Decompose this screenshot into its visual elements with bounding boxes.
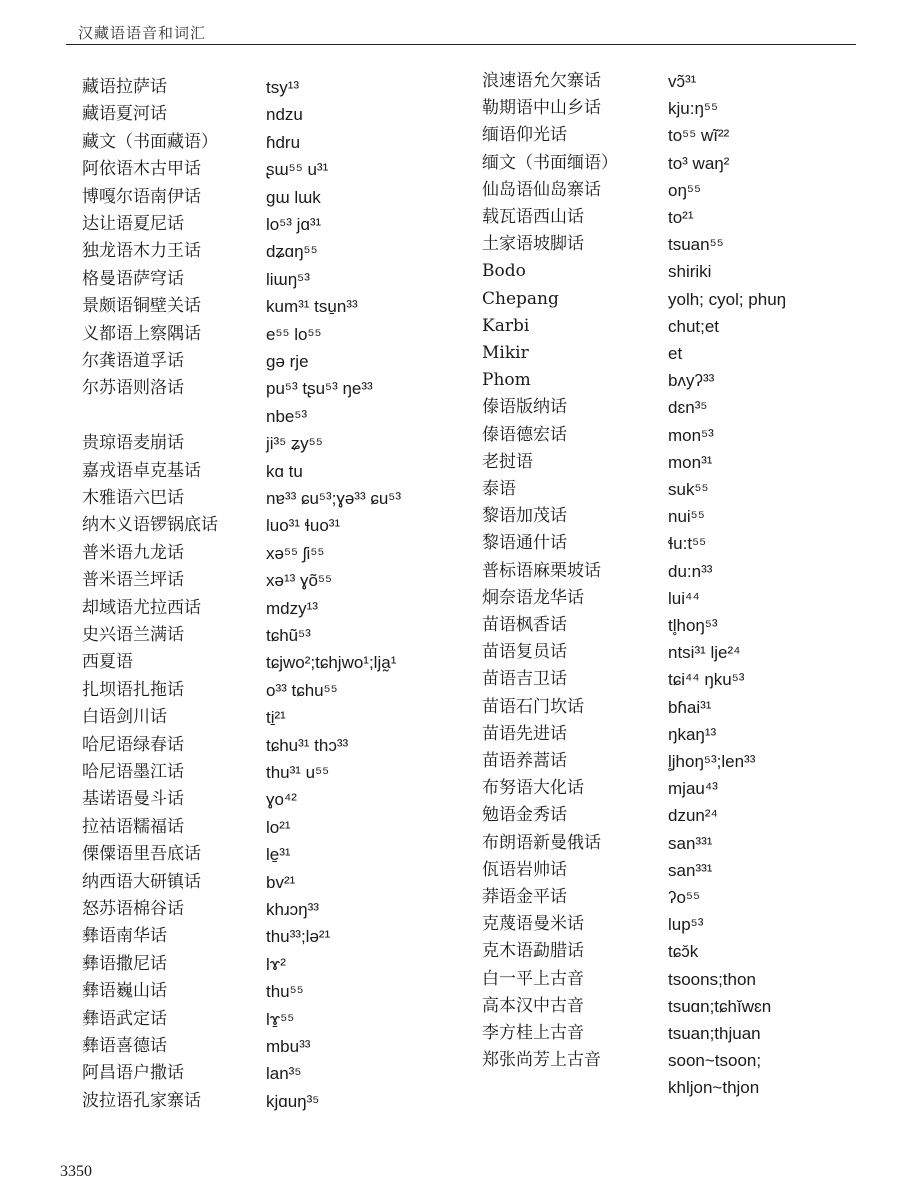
word-form: khljon~thjon: [668, 1078, 760, 1098]
language-name: 哈尼语墨江话: [82, 762, 184, 782]
word-form: tsy¹³: [266, 78, 300, 97]
language-name: 阿依语木古甲话: [82, 159, 201, 180]
language-name: 莽语金平话: [482, 887, 567, 907]
language-name: 独龙语木力王话: [82, 241, 201, 262]
word-form: ʔo⁵⁵: [668, 888, 701, 907]
word-form: e⁵⁵ lo⁵⁵: [266, 324, 322, 344]
word-form: bʌyʔ³³: [668, 371, 715, 391]
language-name: 傣语版纳话: [482, 397, 567, 418]
word-form: gɯ lɯk: [266, 187, 321, 207]
word-form: xə¹³ ɣõ⁵⁵: [266, 571, 333, 591]
language-name: 泰语: [482, 479, 516, 499]
word-form: chut;et: [668, 316, 720, 336]
word-form: khɹɔŋ³³: [266, 900, 319, 919]
word-form: lɤ²: [266, 954, 286, 974]
language-name: 纳西语大研镇话: [82, 871, 201, 892]
language-name: 藏文（书面藏语）: [82, 131, 218, 152]
word-form: yolh; cyol; phuŋ: [668, 289, 787, 309]
word-form: luo³¹ ɬuo³¹: [266, 516, 341, 536]
word-form: du:n³³: [668, 561, 713, 581]
language-name: 载瓦语西山话: [482, 207, 584, 227]
word-form: ji³⁵ ʑy⁵⁵: [266, 434, 323, 454]
language-name: 普米语兰坪话: [82, 570, 184, 591]
language-name: Bodo: [482, 261, 526, 282]
word-form: ndzu: [266, 105, 303, 125]
language-name: 浪速语允欠寨话: [482, 71, 601, 91]
language-name: Phom: [482, 370, 531, 391]
word-form: kum³¹ tsu̱n³³: [266, 297, 358, 317]
word-form: lo²¹: [266, 817, 291, 837]
word-form: ŋkaŋ¹³: [668, 724, 717, 744]
word-form: ɣo⁴²: [266, 790, 297, 810]
word-form: le̱³¹: [266, 845, 291, 865]
word-form: mon⁵³: [668, 425, 714, 445]
language-name: 土家语坡脚话: [482, 234, 584, 255]
word-form: tl̥hoŋ⁵³: [668, 616, 718, 635]
word-form: pu⁵³ tʂu⁵³ ŋe³³: [266, 379, 373, 399]
word-form: ti̱²¹: [266, 708, 286, 728]
language-name: 缅语仰光话: [482, 125, 567, 146]
word-form: gə rje: [266, 352, 309, 371]
word-form: tsuan;thjuan: [668, 1024, 761, 1043]
language-name: 贵琼语麦崩话: [82, 433, 184, 454]
language-name: 傣语德宏话: [482, 424, 567, 445]
word-form: thu³³;lə²¹: [266, 927, 331, 947]
language-name: 黎语通什话: [482, 533, 567, 554]
word-form: tɕhũ⁵³: [266, 626, 311, 645]
language-name: 郑张尚芳上古音: [482, 1050, 601, 1071]
word-form: kɑ tu: [266, 461, 303, 481]
language-name: 藏语夏河话: [82, 104, 167, 125]
word-form: nui⁵⁵: [668, 507, 705, 527]
word-form: liɯŋ⁵³: [266, 269, 310, 289]
language-name: 黎语加茂话: [482, 506, 567, 527]
word-form: tsuan⁵⁵: [668, 235, 724, 255]
language-name: 嘉戎语卓克基话: [82, 460, 201, 481]
word-form: nbe⁵³: [266, 406, 308, 426]
language-name: 彝语喜德话: [82, 1036, 167, 1056]
language-name: 普标语麻栗坡话: [482, 560, 601, 581]
word-form: mdzy¹³: [266, 598, 318, 618]
word-form: ʂɯ⁵⁵ u³¹: [266, 160, 329, 180]
word-form: mjau⁴³: [668, 779, 718, 799]
language-name: 怒苏语棉谷话: [82, 899, 184, 919]
language-name: 布朗语新曼俄话: [482, 832, 601, 853]
language-name: 西夏语: [82, 652, 133, 673]
language-name: 彝语撒尼话: [82, 953, 167, 974]
header-rule: [66, 44, 856, 45]
word-form: tɕɔ̆k: [668, 942, 699, 962]
language-name: 拉祜语糯福话: [82, 816, 184, 837]
language-name: 仙岛语仙岛寨话: [482, 179, 601, 200]
word-form: ntsi³¹ lje²⁴: [668, 643, 741, 663]
language-name: 苗语吉卫话: [482, 669, 567, 690]
word-form: lɤ̱⁵⁵: [266, 1009, 295, 1029]
language-name: 布努语大化话: [482, 778, 584, 799]
language-name: 白一平上古音: [482, 968, 584, 989]
language-name: 李方桂上古音: [482, 1023, 584, 1043]
word-form: bɦai³¹: [668, 697, 712, 717]
language-name: 义都语上察隅话: [82, 323, 201, 344]
word-form: bv²¹: [266, 872, 296, 892]
word-form: lup⁵³: [668, 915, 704, 935]
language-name: 基诺语曼斗话: [82, 789, 184, 810]
word-form: kjɑuŋ³⁵: [266, 1091, 320, 1111]
language-name: 苗语枫香话: [482, 615, 567, 635]
language-name: 扎坝语扎拖话: [82, 679, 184, 700]
word-form: tsoons;thon: [668, 969, 756, 989]
language-name: 却域语尤拉西话: [82, 597, 201, 618]
language-name: 克蔑语曼米话: [482, 914, 584, 935]
word-form: vɔ̃³¹: [668, 72, 697, 91]
word-form: mon³¹: [668, 452, 713, 472]
language-name: 高本汉中古音: [482, 995, 584, 1016]
word-form: kju:ŋ⁵⁵: [668, 99, 719, 119]
word-form: tɕhu³¹ thɔ³³: [266, 735, 349, 755]
word-form: tɕjwo²;tɕhjwo¹;lja̰¹: [266, 653, 397, 673]
language-name: 苗语复员话: [482, 642, 567, 663]
word-form: lo⁵³ jɑ³¹: [266, 215, 322, 234]
language-name: 苗语石门坎话: [482, 696, 584, 717]
language-name: 哈尼语绿春话: [82, 734, 184, 755]
language-name: 缅文（书面缅语）: [482, 152, 618, 173]
word-form: to²¹: [668, 208, 694, 227]
word-form: to⁵⁵ wĩ²²: [668, 126, 730, 146]
running-header: 汉藏语语音和词汇: [78, 24, 207, 42]
word-form: dzun²⁴: [668, 806, 718, 826]
word-form: lan³⁵: [266, 1064, 302, 1084]
word-form: dɛn³⁵: [668, 398, 708, 418]
word-form: l̥jhoŋ⁵³;len³³: [668, 752, 756, 771]
word-form: san³³¹: [668, 833, 713, 853]
language-name: 勉语金秀话: [482, 805, 567, 826]
word-form: ɬu:t⁵⁵: [668, 534, 707, 554]
language-name: Mikir: [482, 343, 529, 363]
language-name: Chepang: [482, 288, 559, 309]
language-name: 阿昌语户撒话: [82, 1063, 184, 1084]
language-name: 尔龚语道孚话: [82, 351, 184, 371]
language-name: 苗语先进话: [482, 723, 567, 744]
language-name: 普米语九龙话: [82, 542, 184, 563]
word-form: shiriki: [668, 262, 712, 282]
language-name: 格曼语萨穹话: [82, 268, 184, 289]
language-name: 炯奈语龙华话: [482, 587, 584, 608]
word-form: nɐ³³ ɕu⁵³;ɣə³³ ɕu⁵³: [266, 489, 402, 508]
word-form: lui⁴⁴: [668, 588, 700, 608]
page-number: 3350: [60, 1163, 92, 1180]
language-name: 佤语岩帅话: [482, 859, 567, 880]
language-name: 老挝语: [482, 451, 533, 472]
word-form: et: [668, 344, 683, 363]
language-name: 纳木义语锣锅底话: [82, 515, 218, 536]
language-name: 木雅语六巴话: [82, 488, 184, 508]
language-name: 尔苏语则洛话: [82, 378, 184, 399]
word-form: thu⁵⁵: [266, 982, 304, 1002]
word-form: suk⁵⁵: [668, 480, 709, 499]
language-name: Karbi: [482, 315, 530, 336]
word-form: o³³ tɕhu⁵⁵: [266, 680, 338, 700]
word-form: soon~tsoon;: [668, 1051, 762, 1071]
language-name: 藏语拉萨话: [82, 77, 167, 97]
word-form: thu³¹ u⁵⁵: [266, 763, 330, 782]
language-name: 达让语夏尼话: [82, 214, 184, 234]
word-form: san³³¹: [668, 860, 713, 880]
word-form: dʑɑŋ⁵⁵: [266, 242, 318, 262]
language-name: 景颇语铜壁关话: [82, 296, 201, 317]
word-form: to³ waŋ²: [668, 153, 730, 173]
language-name: 勒期语中山乡话: [482, 98, 601, 119]
language-name: 白语剑川话: [82, 707, 167, 728]
word-form: mbu³³: [266, 1037, 311, 1056]
language-name: 苗语养蒿话: [482, 751, 567, 771]
language-name: 傈僳语里吾底话: [82, 844, 201, 865]
word-form: tɕi⁴⁴ ŋku⁵³: [668, 670, 745, 690]
language-name: 波拉语孔家寨话: [82, 1090, 201, 1111]
word-form: ɦdru: [266, 132, 301, 152]
language-name: 彝语武定话: [82, 1008, 167, 1029]
word-form: tsuɑn;tɕhĭwɛn: [668, 996, 772, 1016]
language-name: 彝语巍山话: [82, 981, 167, 1002]
word-form: oŋ⁵⁵: [668, 180, 702, 200]
word-form: xə⁵⁵ ʃi⁵⁵: [266, 543, 325, 563]
language-name: 克木语勐腊话: [482, 941, 584, 962]
language-name: 彝语南华话: [82, 926, 167, 947]
language-name: 博嘎尔语南伊话: [82, 186, 201, 207]
language-name: 史兴语兰满话: [82, 625, 184, 645]
